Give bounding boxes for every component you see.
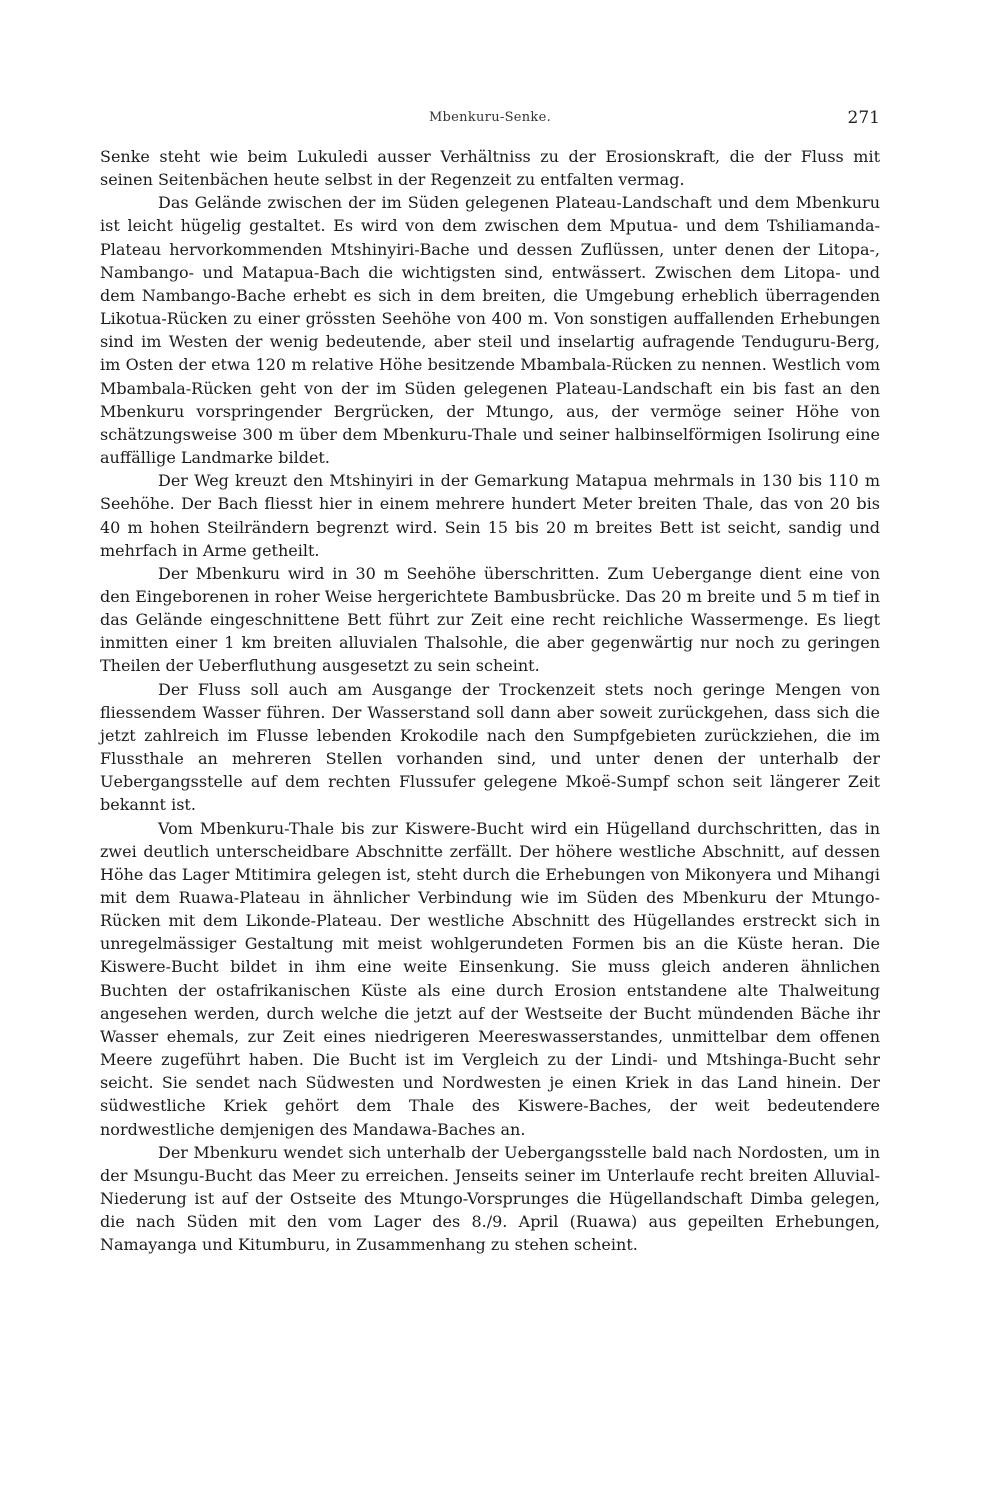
running-header [100, 108, 880, 138]
page-number: 271 [847, 108, 880, 128]
paragraph-route-mtshinyiri: Der Weg kreuzt den Mtshinyiri in der Gemarkung Matapua mehrmals in 130 bis 110 m Seehöhe. Der Bach fliesst hier in einem mehrere hundert Meter breiten Thale, das von 20 bis 40 m hohen Steilrändern begrenzt wird. Sein 15 bis 20 m breites Bett ist seicht, sandig und mehrfach in Arme getheilt. [100, 471, 880, 560]
body-text [100, 145, 880, 1257]
paragraph-continuation: Senke steht wie beim Lukuledi ausser Verhältniss zu der Erosionskraft, die der Fluss mit seinen Seitenbächen heute selbst in der Regenzeit zu entfalten vermag. [100, 147, 880, 190]
paragraph-river-water: Der Fluss soll auch am Ausgange der Trockenzeit stets noch geringe Mengen von fliessendem Wasser führen. Der Wasserstand soll dann aber soweit zurückgehen, dass sich die jetzt zahlreich im Flusse lebenden Krokodile nach den Sumpfgebieten zurückziehen, die im Flussthale an mehreren Stellen vorhanden sind, und unter denen der unterhalb der Uebergangsstelle auf dem rechten Flussufer gelegene Mkoë-Sumpf schon seit längerer Zeit bekannt ist. [100, 679, 880, 815]
running-title: Mbenkuru-Senke. [428, 110, 552, 125]
paragraph-mbenkuru-course: Der Mbenkuru wendet sich unterhalb der Uebergangsstelle bald nach Nordosten, um in der Msungu-Bucht das Meer zu erreichen. Jenseits seiner im Unterlaufe recht breiten Alluvial-Niederung ist auf der Ostseite des Mtungo-Vorsprunges die Hügellandschaft Dimba gelegen, die nach Süden mit den vom Lager des 8./9. April (Ruawa) aus gepeilten Erhebungen, Namayanga und Kitumburu, in Zusammenhang zu stehen scheint. [100, 1142, 880, 1255]
paragraph-mbenkuru-crossing: Der Mbenkuru wird in 30 m Seehöhe überschritten. Zum Uebergange dient eine von den Eingeborenen in roher Weise hergerichtete Bambusbrücke. Das 20 m breite und 5 m tief in das Gelände eingeschnittene Bett führt zur Zeit eine recht reichliche Wassermenge. Es liegt inmitten einer 1 km breiten alluvialen Thalsohle, die aber gegenwärtig nur noch zu geringen Theilen der Ueberfluthung ausgesetzt zu sein scheint. [100, 563, 880, 676]
paragraph-terrain: Das Gelände zwischen der im Süden gelegenen Plateau-Landschaft und dem Mbenkuru ist leicht hügelig gestaltet. Es wird von dem zwischen dem Mputua- und dem Tshiliamanda-Plateau hervorkommenden Mtshinyiri-Bache und dessen Zuflüssen, unter denen der Litopa-, Nambango- und Matapua-Bach die wichtigsten sind, entwässert. Zwischen dem Litopa- und dem Nambango-Bache erhebt es sich in dem breiten, die Umgebung erheblich überragenden Likotua-Rücken zu einer grössten Seehöhe von 400 m. Von sonstigen auffallenden Erhebungen sind im Westen der wenig bedeutende, aber steil und inselartig aufragende Tenduguru-Berg, im Osten der etwa 120 m relative Höhe besitzende Mbambala-Rücken zu nennen. Westlich vom Mbambala-Rücken geht von der im Süden gelegenen Plateau-Landschaft ein bis fast an den Mbenkuru vorspringender Bergrücken, der Mtungo, aus, der vermöge seiner Höhe von schätzungsweise 300 m über dem Mbenkuru-Thale und seiner halbinselförmigen Isolirung eine auffällige Landmarke bildet. [100, 193, 880, 468]
paragraph-kiswere-hills: Vom Mbenkuru-Thale bis zur Kiswere-Bucht wird ein Hügelland durchschritten, das in zwei deutlich unterscheidbare Abschnitte zerfällt. Der höhere westliche Abschnitt, auf dessen Höhe das Lager Mtitimira gelegen ist, steht durch die Erhebungen von Mikonyera und Mihangi mit dem Ruawa-Plateau in ähnlicher Verbindung wie im Süden des Mbenkuru der Mtungo-Rücken mit dem Likonde-Plateau. Der westliche Abschnitt des Hügellandes erstreckt sich in unregelmässiger Gestaltung mit meist wohlgerundeten Formen bis an die Küste heran. Die Kiswere-Bucht bildet in ihm eine weite Einsenkung. Sie muss gleich anderen ähnlichen Buchten der ostafrikanischen Küste als eine durch Erosion entstandene alte Thalweitung angesehen werden, durch welche die jetzt auf der Westseite der Bucht mündenden Bäche ihr Wasser ehemals, zur Zeit eines niedrigeren Meereswasserstandes, unmittelbar dem offenen Meere zugeführt haben. Die Bucht ist im Vergleich zu der Lindi- und Mtshinga-Bucht sehr seicht. Sie sendet nach Südwesten und Nordwesten je einen Kriek in das Land hinein. Der südwestliche Kriek gehört dem Thale des Kiswere-Baches, der weit bedeutendere nordwestliche demjenigen des Mandawa-Baches an. [100, 818, 880, 1139]
